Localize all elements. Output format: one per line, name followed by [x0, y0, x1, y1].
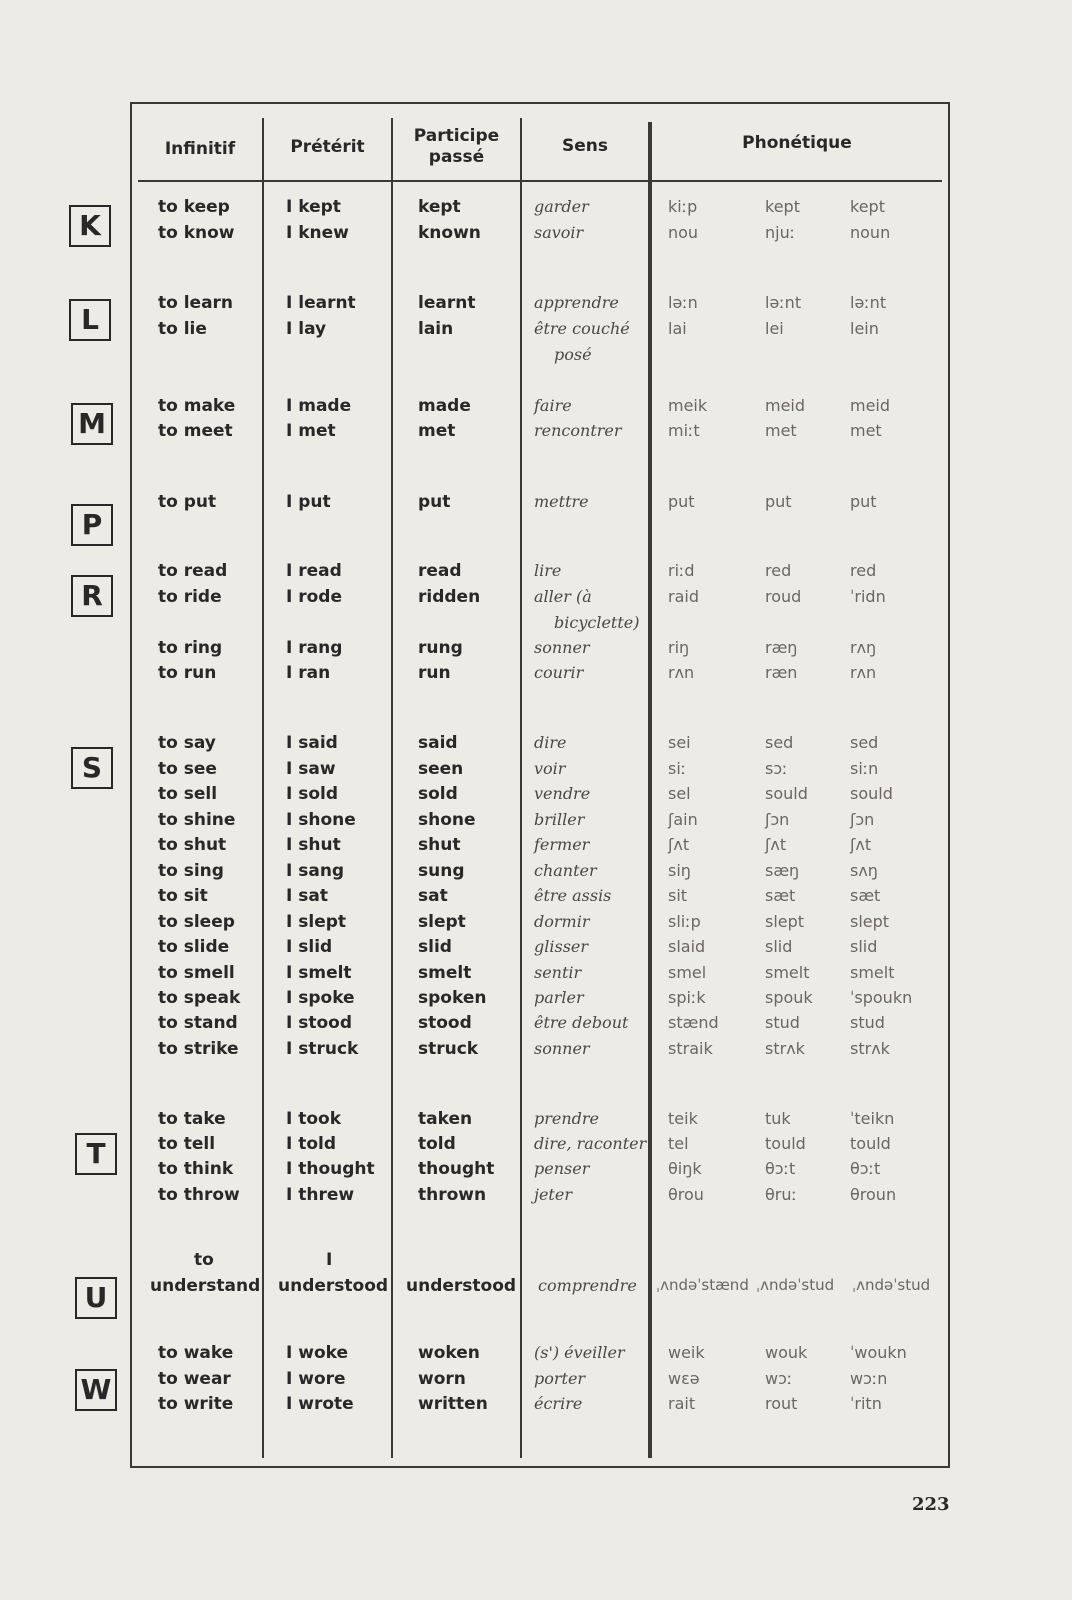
cell-inf: to shine	[158, 810, 236, 830]
cell-inf: to shut	[158, 835, 227, 855]
cell-pp: smelt	[418, 963, 472, 983]
cell-inf: to sing	[158, 861, 224, 881]
header-phonetique: Phonétique	[742, 133, 852, 153]
cell-pp: learnt	[418, 293, 476, 313]
cell-inf: to learn	[158, 293, 234, 313]
cell-inf: to throw	[158, 1185, 240, 1205]
col-sep-1	[262, 118, 264, 1458]
cell-ph1: put	[668, 492, 695, 511]
cell-sens: porter	[534, 1369, 586, 1388]
cell-pre: I put	[286, 492, 331, 512]
cell-ph1: riŋ	[668, 638, 690, 657]
cell-pp: said	[418, 733, 458, 753]
cell-ph3: ʃʌt	[850, 835, 872, 854]
cell-ph3: smelt	[850, 963, 895, 982]
letter-box-R: R	[71, 575, 113, 617]
cell-pp: spoken	[418, 988, 487, 1008]
cell-ph1: θrou	[668, 1185, 704, 1204]
cell-pre: I ran	[286, 663, 331, 683]
header-participe-1: Participe	[413, 126, 500, 146]
cell-ph1: ʃain	[668, 810, 698, 829]
cell-sens: savoir	[534, 223, 584, 242]
cell-ph3: sæt	[850, 886, 881, 905]
cell-ph3: rʌn	[850, 663, 877, 682]
cell-sens: être debout	[534, 1013, 629, 1032]
cell-pre: I	[326, 1250, 333, 1270]
cell-ph2: ʃʌt	[765, 835, 787, 854]
cell-ph1: sit	[668, 886, 688, 905]
cell-ph1: lai	[668, 319, 687, 338]
cell-sens: apprendre	[534, 293, 619, 312]
cell-pre: I made	[286, 396, 352, 416]
cell-pp: sold	[418, 784, 458, 804]
cell-sens: voir	[534, 759, 566, 778]
cell-ph3: rʌŋ	[850, 638, 877, 657]
cell-inf: to sit	[158, 886, 208, 906]
cell-ph3: strʌk	[850, 1039, 890, 1058]
cell-sens: comprendre	[538, 1276, 637, 1295]
cell-sens: prendre	[534, 1109, 600, 1128]
cell-ph2: sould	[765, 784, 808, 803]
cell-pre: I rode	[286, 587, 343, 607]
cell-ph2: θruː	[765, 1185, 797, 1204]
cell-sens: vendre	[534, 784, 591, 803]
cell-pre: I met	[286, 421, 336, 441]
cell-ph2: sed	[765, 733, 794, 752]
cell-ph1: ləːn	[668, 293, 698, 312]
cell-ph1: stænd	[668, 1013, 719, 1032]
cell-ph2: spouk	[765, 988, 813, 1007]
cell-pre: I learnt	[286, 293, 356, 313]
cell-ph2: ˌʌndəˈstud	[756, 1276, 835, 1294]
cell-ph3: sʌŋ	[850, 861, 878, 880]
cell-inf: to write	[158, 1394, 234, 1414]
cell-pre: I wore	[286, 1369, 346, 1389]
cell-inf: to know	[158, 223, 235, 243]
cell-ph1: miːt	[668, 421, 700, 440]
cell-inf: to ring	[158, 638, 223, 658]
cell-pre: I told	[286, 1134, 337, 1154]
cell-sens: rencontrer	[534, 421, 622, 440]
cell-ph1: siŋ	[668, 861, 691, 880]
cell-inf: to keep	[158, 197, 230, 217]
cell-sens: dormir	[534, 912, 590, 931]
cell-pp: struck	[418, 1039, 479, 1059]
cell-ph3: ˌʌndəˈstud	[852, 1276, 931, 1294]
cell-ph3: ʃɔn	[850, 810, 875, 829]
cell-inf: to sell	[158, 784, 218, 804]
cell-ph1: sei	[668, 733, 691, 752]
cell-ph1: raid	[668, 587, 699, 606]
cell-ph3: red	[850, 561, 877, 580]
cell-ph3: slid	[850, 937, 878, 956]
col-sep-4-thick	[648, 122, 652, 1458]
cell-ph3: stud	[850, 1013, 885, 1032]
cell-ph3: θɔːt	[850, 1159, 881, 1178]
cell-pre: I threw	[286, 1185, 355, 1205]
cell-sens: courir	[534, 663, 584, 682]
cell-sens: être assis	[534, 886, 612, 905]
cell-pre: I lay	[286, 319, 327, 339]
cell-inf: to run	[158, 663, 217, 683]
cell-sens: faire	[534, 396, 572, 415]
cell-pp: told	[418, 1134, 456, 1154]
cell-pp: lain	[418, 319, 454, 339]
cell-ph3: wɔːn	[850, 1369, 888, 1388]
cell-sens: bicyclette)	[554, 613, 640, 632]
letter-box-S: S	[71, 747, 113, 789]
cell-ph2: wɔː	[765, 1369, 793, 1388]
cell-sens: parler	[534, 988, 584, 1007]
cell-ph3: ˈritn	[850, 1394, 882, 1413]
cell-inf: to tell	[158, 1134, 216, 1154]
cell-pre: I sat	[286, 886, 328, 906]
cell-pre: I shut	[286, 835, 341, 855]
cell-pp: stood	[418, 1013, 472, 1033]
cell-pp: run	[418, 663, 451, 683]
cell-ph2: met	[765, 421, 797, 440]
cell-sens: penser	[534, 1159, 590, 1178]
cell-ph2: strʌk	[765, 1039, 805, 1058]
cell-sens: écrire	[534, 1394, 583, 1413]
cell-pre: I sold	[286, 784, 339, 804]
cell-pp: shone	[418, 810, 476, 830]
cell-inf: to see	[158, 759, 217, 779]
cell-inf: to think	[158, 1159, 234, 1179]
letter-box-K: K	[69, 205, 111, 247]
page-number: 223	[912, 1494, 950, 1515]
cell-pp: sat	[418, 886, 448, 906]
cell-sens: sentir	[534, 963, 582, 982]
cell-ph3: siːn	[850, 759, 879, 778]
col-sep-2	[391, 118, 393, 1458]
cell-ph2: lei	[765, 319, 784, 338]
cell-ph1: sliːp	[668, 912, 701, 931]
cell-ph3: lein	[850, 319, 879, 338]
cell-ph3: slept	[850, 912, 890, 931]
cell-pp: worn	[418, 1369, 466, 1389]
cell-ph1: weik	[668, 1343, 705, 1362]
cell-pp: thought	[418, 1159, 495, 1179]
cell-inf: to wear	[158, 1369, 231, 1389]
cell-sens: aller (à	[534, 587, 592, 606]
cell-sens: glisser	[534, 937, 589, 956]
cell-sens: posé	[554, 345, 592, 364]
cell-pp: ridden	[418, 587, 481, 607]
cell-sens: mettre	[534, 492, 589, 511]
cell-ph2: smelt	[765, 963, 810, 982]
header-infinitif: Infinitif	[164, 139, 236, 159]
cell-ph1: wɛə	[668, 1369, 700, 1388]
cell-ph3: tould	[850, 1134, 891, 1153]
header-participe-2: passé	[428, 147, 485, 167]
cell-inf: to speak	[158, 988, 241, 1008]
cell-inf: to	[194, 1250, 214, 1270]
cell-inf: understand	[150, 1276, 261, 1296]
header-rule	[138, 180, 942, 182]
cell-ph3: sed	[850, 733, 879, 752]
cell-sens: chanter	[534, 861, 597, 880]
cell-ph3: met	[850, 421, 882, 440]
cell-ph1: smel	[668, 963, 707, 982]
cell-inf: to stand	[158, 1013, 238, 1033]
cell-pp: rung	[418, 638, 463, 658]
cell-ph3: noun	[850, 223, 891, 242]
cell-pp: met	[418, 421, 456, 441]
cell-pp: read	[418, 561, 462, 581]
cell-ph2: meid	[765, 396, 806, 415]
cell-ph1: rait	[668, 1394, 696, 1413]
cell-sens: briller	[534, 810, 585, 829]
letter-box-M: M	[71, 403, 113, 445]
cell-sens: sonner	[534, 1039, 590, 1058]
cell-ph3: sould	[850, 784, 893, 803]
cell-pp: sung	[418, 861, 465, 881]
cell-ph2: kept	[765, 197, 800, 216]
cell-pp: slept	[418, 912, 466, 932]
cell-ph3: ˈridn	[850, 587, 886, 606]
cell-ph2: tuk	[765, 1109, 791, 1128]
cell-inf: to strike	[158, 1039, 239, 1059]
cell-pre: I stood	[286, 1013, 353, 1033]
cell-pre: I slept	[286, 912, 347, 932]
cell-pp: seen	[418, 759, 464, 779]
cell-ph1: ˌʌndəˈstænd	[656, 1276, 749, 1294]
cell-pp: thrown	[418, 1185, 487, 1205]
cell-pre: I read	[286, 561, 342, 581]
cell-pre: I slid	[286, 937, 333, 957]
cell-ph1: siː	[668, 759, 687, 778]
cell-pre: understood	[278, 1276, 389, 1296]
cell-inf: to ride	[158, 587, 222, 607]
cell-sens: être couché	[534, 319, 630, 338]
cell-sens: dire, raconter	[534, 1134, 647, 1153]
cell-pre: I smelt	[286, 963, 352, 983]
cell-ph2: stud	[765, 1013, 800, 1032]
cell-inf: to meet	[158, 421, 233, 441]
cell-ph2: ʃɔn	[765, 810, 790, 829]
cell-ph1: spiːk	[668, 988, 706, 1007]
cell-pp: written	[418, 1394, 488, 1414]
cell-ph3: kept	[850, 197, 885, 216]
cell-pre: I saw	[286, 759, 336, 779]
letter-box-U: U	[75, 1277, 117, 1319]
header-sens: Sens	[562, 136, 608, 156]
cell-ph2: tould	[765, 1134, 806, 1153]
cell-pre: I took	[286, 1109, 342, 1129]
cell-ph2: red	[765, 561, 792, 580]
cell-sens: garder	[534, 197, 589, 216]
cell-ph2: ræŋ	[765, 638, 798, 657]
cell-inf: to smell	[158, 963, 235, 983]
cell-pre: I wrote	[286, 1394, 354, 1414]
cell-ph2: roud	[765, 587, 802, 606]
letter-box-W: W	[75, 1369, 117, 1411]
cell-inf: to read	[158, 561, 228, 581]
cell-pp: woken	[418, 1343, 480, 1363]
cell-pp: made	[418, 396, 471, 416]
cell-ph3: θroun	[850, 1185, 897, 1204]
cell-ph3: ˈwoukn	[850, 1343, 907, 1362]
cell-pp: slid	[418, 937, 452, 957]
cell-ph2: sæŋ	[765, 861, 800, 880]
cell-inf: to slide	[158, 937, 230, 957]
cell-pp: known	[418, 223, 481, 243]
cell-pp: kept	[418, 197, 461, 217]
cell-pre: I knew	[286, 223, 349, 243]
cell-sens: dire	[534, 733, 567, 752]
cell-sens: fermer	[534, 835, 590, 854]
cell-ph1: ʃʌt	[668, 835, 690, 854]
cell-pre: I said	[286, 733, 338, 753]
cell-ph1: straik	[668, 1039, 713, 1058]
cell-pre: I thought	[286, 1159, 375, 1179]
cell-ph2: rout	[765, 1394, 798, 1413]
cell-ph1: riːd	[668, 561, 695, 580]
cell-sens: lire	[534, 561, 562, 580]
cell-ph1: nou	[668, 223, 699, 242]
cell-pre: I sang	[286, 861, 345, 881]
letter-box-L: L	[69, 299, 111, 341]
cell-pre: I kept	[286, 197, 341, 217]
cell-ph2: slid	[765, 937, 793, 956]
cell-ph2: slept	[765, 912, 805, 931]
cell-sens: (s') éveiller	[534, 1343, 625, 1362]
cell-ph1: slaid	[668, 937, 706, 956]
cell-ph3: ˈteikn	[850, 1109, 895, 1128]
cell-pre: I rang	[286, 638, 343, 658]
cell-pre: I struck	[286, 1039, 359, 1059]
cell-ph1: teik	[668, 1109, 698, 1128]
cell-pre: I shone	[286, 810, 356, 830]
cell-pp: taken	[418, 1109, 473, 1129]
cell-inf: to take	[158, 1109, 226, 1129]
cell-pre: I spoke	[286, 988, 355, 1008]
cell-ph3: ləːnt	[850, 293, 887, 312]
cell-inf: to make	[158, 396, 236, 416]
cell-ph2: ræn	[765, 663, 798, 682]
cell-pp: put	[418, 492, 451, 512]
cell-ph2: wouk	[765, 1343, 808, 1362]
cell-ph1: kiːp	[668, 197, 698, 216]
letter-box-P: P	[71, 504, 113, 546]
cell-ph2: θɔːt	[765, 1159, 796, 1178]
cell-inf: to wake	[158, 1343, 234, 1363]
cell-ph1: rʌn	[668, 663, 695, 682]
cell-ph2: sɔː	[765, 759, 788, 778]
cell-ph1: sel	[668, 784, 691, 803]
cell-ph3: put	[850, 492, 877, 511]
cell-inf: to lie	[158, 319, 207, 339]
cell-pp: understood	[406, 1276, 517, 1296]
cell-inf: to say	[158, 733, 216, 753]
col-sep-3	[520, 118, 522, 1458]
cell-pp: shut	[418, 835, 461, 855]
cell-ph1: θiŋk	[668, 1159, 702, 1178]
header-preterit: Prétérit	[290, 137, 365, 157]
cell-ph2: put	[765, 492, 792, 511]
cell-ph2: sæt	[765, 886, 796, 905]
cell-ph1: tel	[668, 1134, 689, 1153]
cell-sens: sonner	[534, 638, 590, 657]
cell-inf: to put	[158, 492, 217, 512]
cell-ph2: njuː	[765, 223, 796, 242]
cell-ph1: meik	[668, 396, 708, 415]
cell-inf: to sleep	[158, 912, 235, 932]
cell-ph3: meid	[850, 396, 891, 415]
cell-sens: jeter	[534, 1185, 572, 1204]
letter-box-T: T	[75, 1133, 117, 1175]
cell-pre: I woke	[286, 1343, 349, 1363]
cell-ph2: ləːnt	[765, 293, 802, 312]
cell-ph3: ˈspoukn	[850, 988, 913, 1007]
